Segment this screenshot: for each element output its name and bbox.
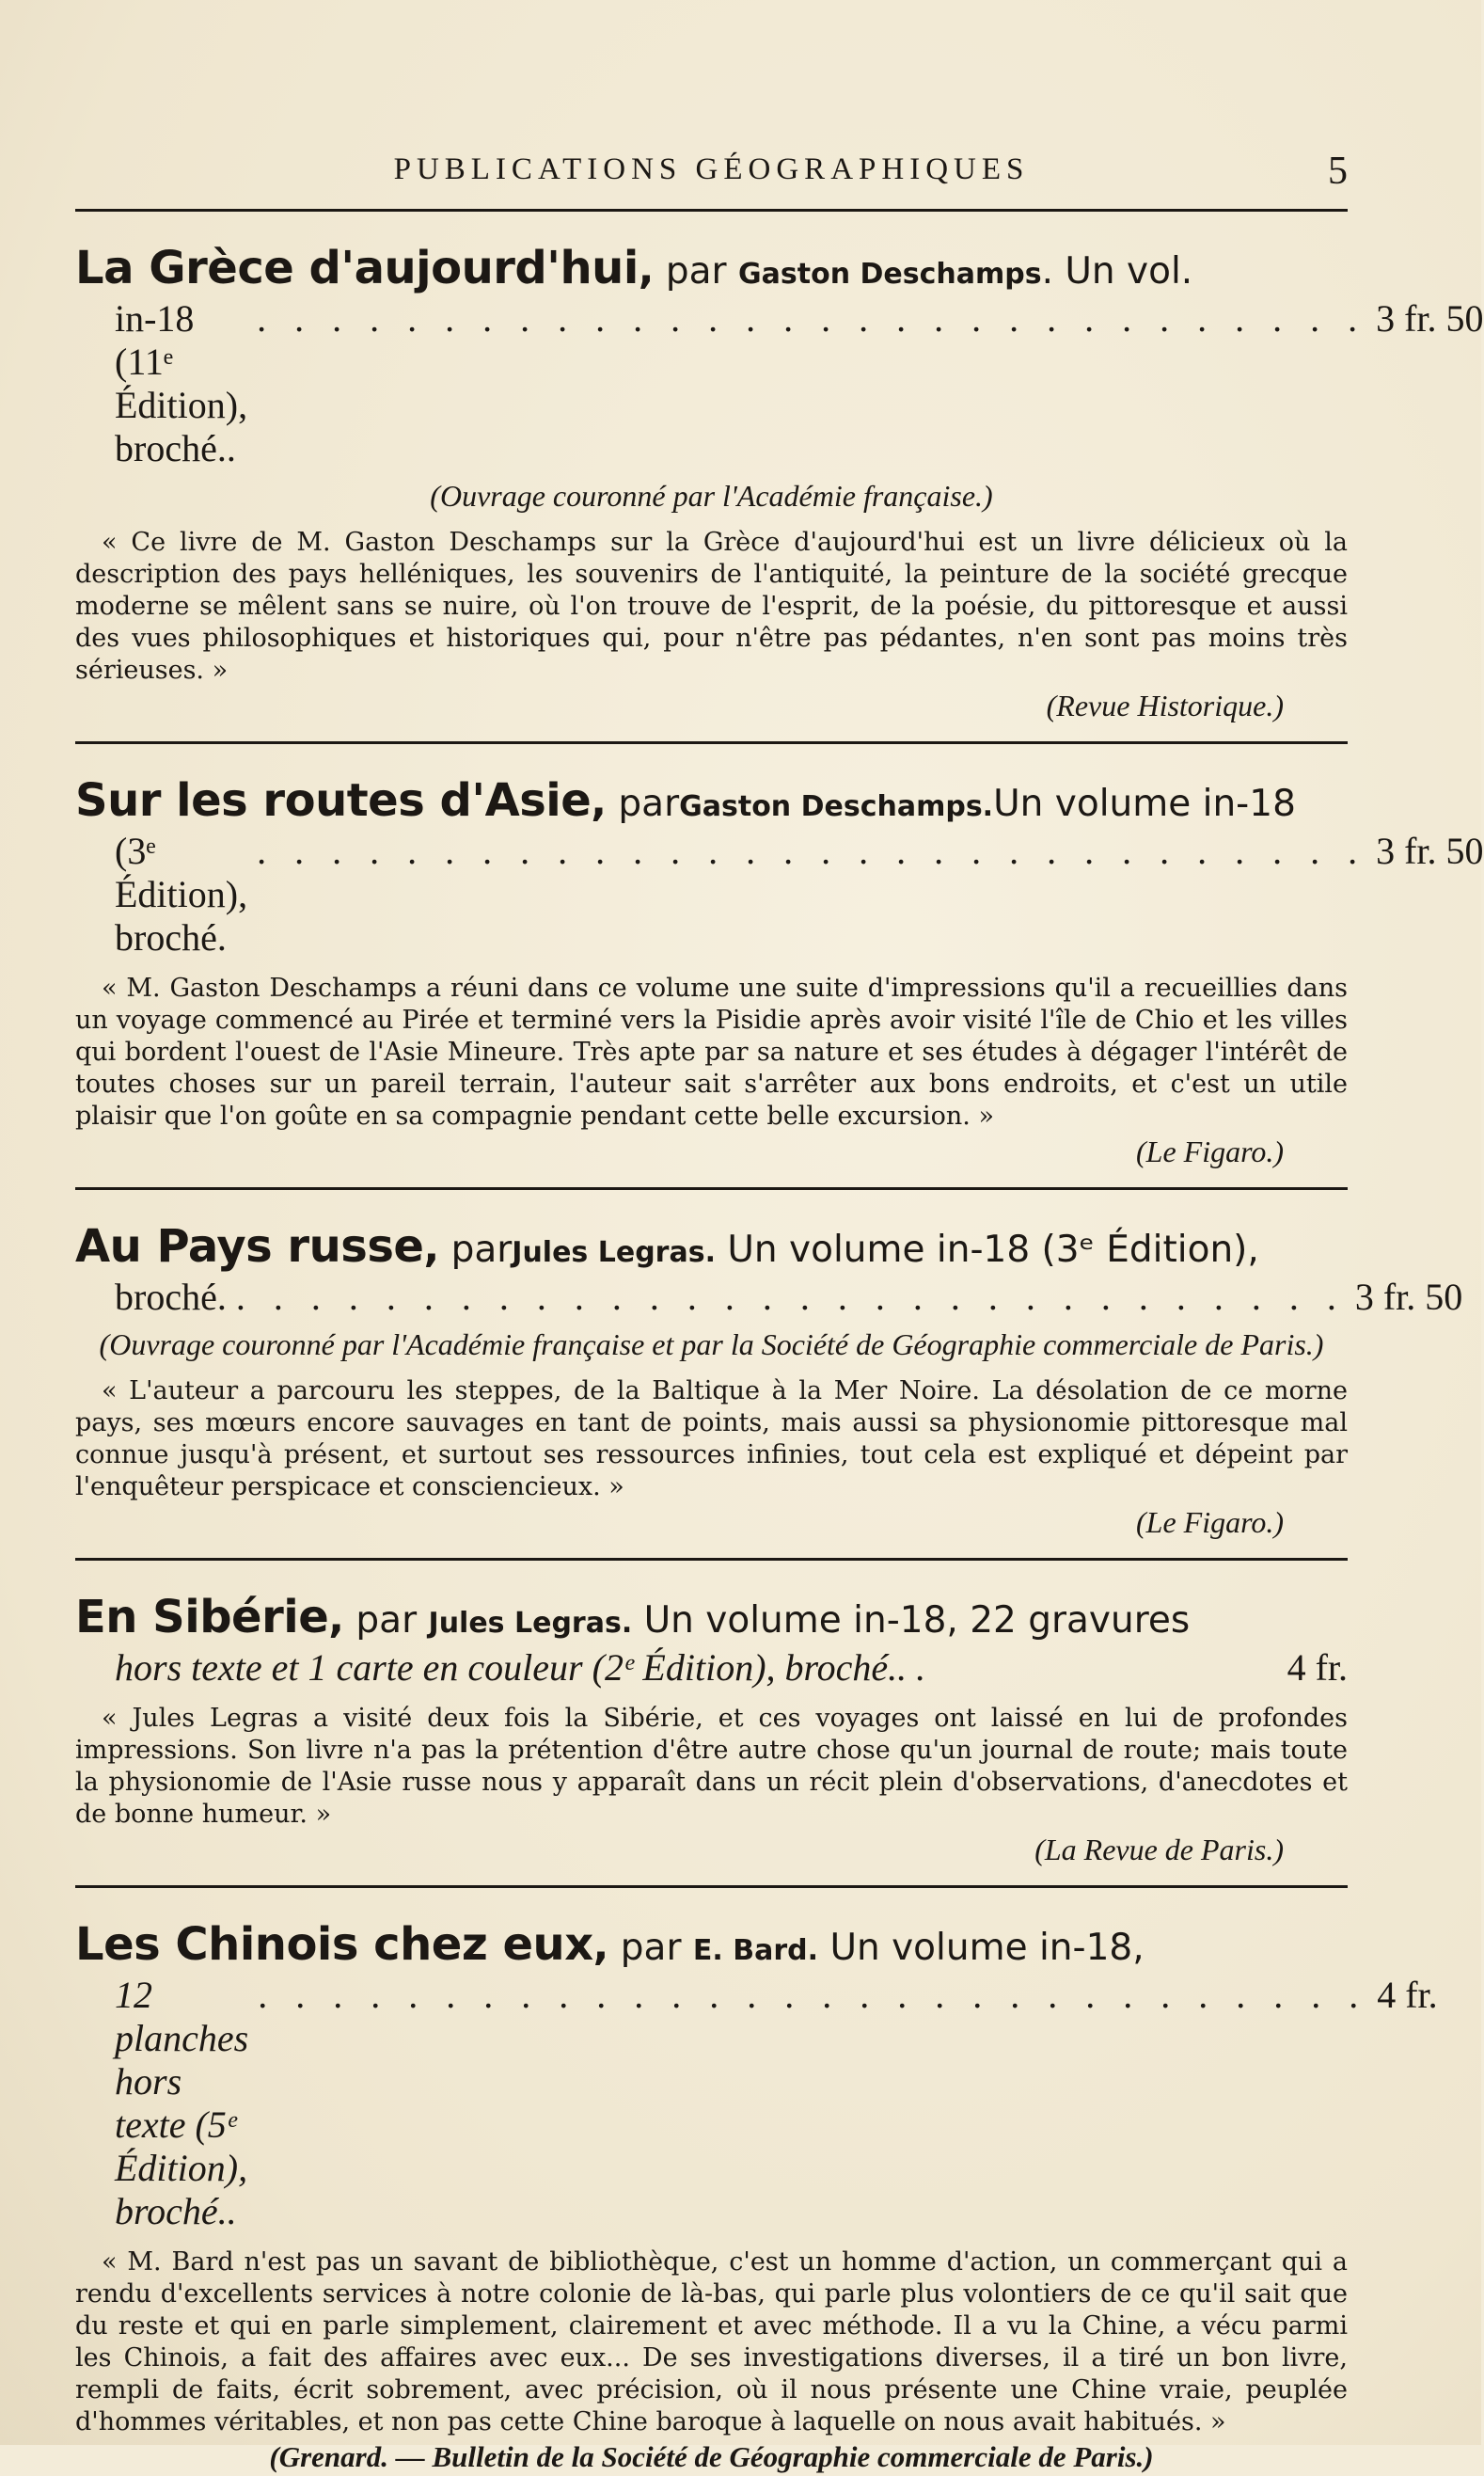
entry-heading: En Sibérie, par Jules Legras. Un volume in-18, 22 gravures xyxy=(75,1591,1191,1643)
review-source: (Grenard. — Bulletin de la Société de Géographie commerciale de Paris.) xyxy=(269,2440,1154,2473)
by-word: par xyxy=(450,1229,513,1271)
price-line: broché. . . . . . . . . . . . . . . . . . . . . . . . . . . . . . . 3 fr. 50 xyxy=(115,1276,1463,1318)
book-entry xyxy=(75,1918,1438,2476)
review-quote: « Jules Legras a visité deux fois la Sibérie, et ces voyages ont laissé en lui de profondes impressions. Son livre n'a pas la prétention d'être autre chose qu'un journal de route; mais toute la physionomie de l'Asie russe nous y apparaît dans un récit plein d'observations, d'anecdotes et de bonne humeur. » xyxy=(75,1704,1348,1829)
by-word: par xyxy=(618,783,680,825)
by-word: par xyxy=(355,1599,418,1642)
book-details: Un volume in-18, 22 gravures xyxy=(643,1599,1191,1642)
book-title: Au Pays russe xyxy=(75,1220,424,1273)
book-details: Un volume in-18 xyxy=(993,783,1296,825)
book-entry xyxy=(75,1220,1463,1561)
by-word: par xyxy=(620,1927,682,1969)
review-source: (Le Figaro.) xyxy=(1135,1505,1284,1539)
book-details: Un vol. xyxy=(1065,250,1193,293)
page-number: 5 xyxy=(1328,150,1348,193)
section-divider xyxy=(75,1187,1348,1190)
price-line: (3ᵉ Édition), broché. . . . . . . . . . . . . . . . . . . . . . . . . . . . . . . 3 fr. 50 xyxy=(115,830,1484,959)
book-author: E. Bard. xyxy=(692,1934,819,1967)
entry-heading: Sur les routes d'Asie, parGaston Deschamps.Un volume in-18 xyxy=(75,774,1296,827)
book-format: hors texte et 1 carte en couleur (2ᵉ Édition), broché.. . xyxy=(115,1646,926,1689)
book-details: Un volume in-18 (3ᵉ Édition), xyxy=(727,1229,1259,1271)
review-source: (Le Figaro.) xyxy=(1135,1135,1284,1168)
section-divider xyxy=(75,1558,1348,1561)
header-title: PUBLICATIONS GÉOGRAPHIQUES xyxy=(393,152,1030,186)
book-author: Gaston Deschamps xyxy=(738,258,1042,291)
section-divider xyxy=(75,741,1348,744)
book-price: 3 fr. 50 xyxy=(1354,1276,1463,1318)
book-author: Gaston Deschamps. xyxy=(679,790,994,823)
entry-heading: Les Chinois chez eux, par E. Bard. Un volume in-18, xyxy=(75,1918,1145,1971)
review-source: (Revue Historique.) xyxy=(1046,689,1284,722)
award-note: (Ouvrage couronné par l'Académie française et par la Société de Géographie commerciale de Paris.) xyxy=(99,1327,1324,1361)
book-title: La Grèce d'aujourd'hui xyxy=(75,242,639,294)
review-quote: « Ce livre de M. Gaston Deschamps sur la Grèce d'aujourd'hui est un livre délicieux où la description des pays helléniques, les souvenirs de l'antiquité, la peinture de la société grecque moderne se mêlent sans se nuire, où l'on trouve de l'esprit, de la poésie, du pittoresque et aussi des vues philosophiques et historiques qui, pour n'être pas pédantes, n'en sont pas moins très sérieuses. » xyxy=(75,528,1348,685)
book-price: 3 fr. 50 xyxy=(1376,297,1484,340)
review-quote: « L'auteur a parcouru les steppes, de la Baltique à la Mer Noire. La désolation de ce morne pays, ses mœurs encore sauvages en tant de points, mais aussi sa physionomie pittoresque mal connue jusqu'à présent, et surtout ses ressources infinies, tout cela est expliqué et dépeint par l'enquêteur perspicace et consciencieux. » xyxy=(75,1376,1348,1501)
section-divider xyxy=(75,1885,1348,1888)
book-format: 12 planches hors texte (5ᵉ Édition), broché.. xyxy=(115,1974,249,2232)
book-author: Jules Legras. xyxy=(428,1607,633,1640)
book-format: in-18 (11ᵉ Édition), broché.. xyxy=(115,297,248,469)
entry-heading: La Grèce d'aujourd'hui, par Gaston Deschamps. Un vol. xyxy=(75,242,1193,294)
book-price: 3 fr. 50 xyxy=(1376,830,1484,872)
by-word: par xyxy=(665,250,727,293)
review-source: (La Revue de Paris.) xyxy=(1034,1833,1284,1866)
book-entry xyxy=(75,1591,1348,1888)
running-header xyxy=(75,152,1348,196)
book-price: 4 fr. xyxy=(1287,1646,1348,1689)
book-details: Un volume in-18, xyxy=(829,1927,1145,1969)
review-quote: « M. Bard n'est pas un savant de bibliothèque, c'est un homme d'action, un commerçant qui a rendu d'excellents services à notre colonie de là-bas, qui parle plus volontiers de ce qu'il sait que du reste et qui en parle simplement, clairement et avec méthode. Il a vu la Chine, a vécu parmi les Chinois, a fait des affaires avec eux... De ses investigations diverses, il a tiré un bon livre, rempli de faits, écrit sobrement, avec précision, où il nous présente une Chine vraie, peuplée d'hommes véritables, et non pas cette Chine baroque à laquelle on nous avait habitués. » xyxy=(75,2247,1348,2436)
award-note: (Ouvrage couronné par l'Académie française.) xyxy=(430,479,993,513)
review-quote: « M. Gaston Deschamps a réuni dans ce volume une suite d'impressions qu'il a recueillies dans un voyage commencé au Pirée et terminé vers la Pisidie après avoir visité l'île de Chio et les villes qui bordent l'ouest de l'Asie Mineure. Très apte par sa nature et ses études à dégager l'intérêt de toutes choses sur un pareil terrain, l'auteur sait s'arrêter aux bons endroits, et c'est un utile plaisir que l'on goûte en sa compagnie pendant cette belle excursion. » xyxy=(75,974,1348,1131)
book-author: Jules Legras. xyxy=(512,1236,716,1269)
book-entry xyxy=(75,242,1484,744)
header-rule xyxy=(75,209,1348,212)
book-title: Les Chinois chez eux xyxy=(75,1918,593,1971)
price-line xyxy=(75,1646,1348,1690)
price-line: 12 planches hors texte (5ᵉ Édition), broché.. . . . . . . . . . . . . . . . . . . . . . . . . . . . . . . 4 fr. xyxy=(115,1974,1438,2232)
book-title: Sur les routes d'Asie xyxy=(75,774,592,827)
book-price: 4 fr. xyxy=(1377,1974,1438,2016)
book-title: En Sibérie xyxy=(75,1591,329,1643)
price-line: in-18 (11ᵉ Édition), broché.. . . . . . . . . . . . . . . . . . . . . . . . . . . . . . . 3 fr. 50 xyxy=(115,297,1484,469)
entry-heading: Au Pays russe, parJules Legras. Un volume in-18 (3ᵉ Édition), xyxy=(75,1220,1259,1273)
book-entry xyxy=(75,774,1484,1190)
book-format: broché. xyxy=(115,1276,227,1318)
book-format: (3ᵉ Édition), broché. xyxy=(115,830,248,959)
